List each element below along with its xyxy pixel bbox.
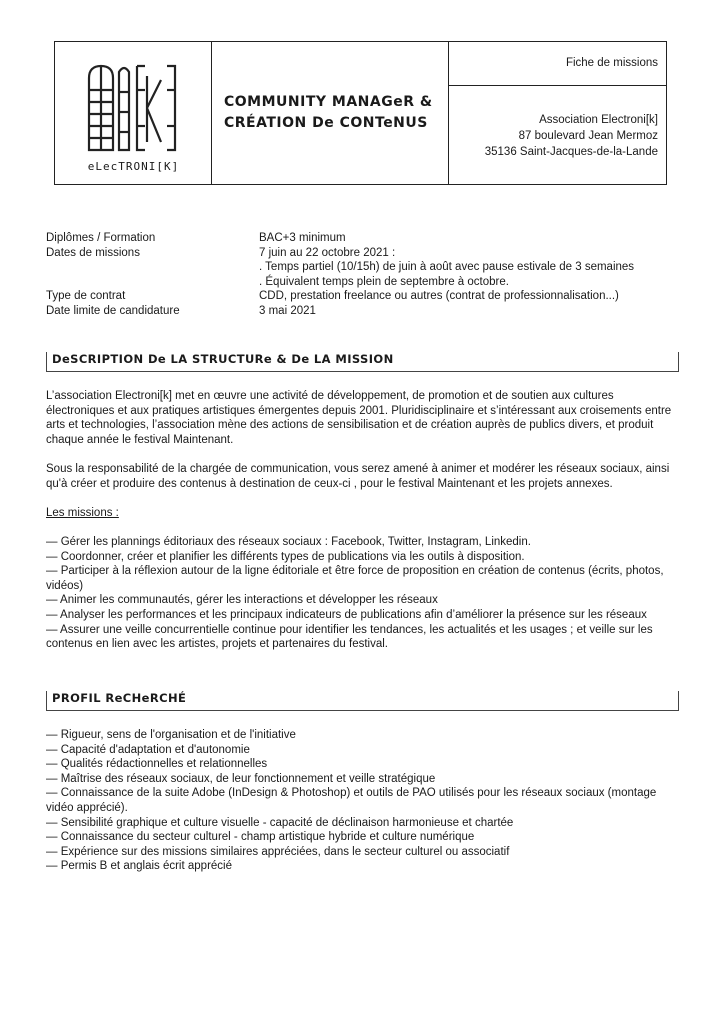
info-label: Diplômes / Formation: [46, 232, 156, 244]
header-box: [54, 41, 667, 185]
section-heading-profil: [46, 691, 679, 711]
info-value: 7 juin au 22 octobre 2021 :: [259, 246, 396, 259]
responsibility-paragraph: [46, 462, 678, 491]
doc-type-cell: [449, 42, 666, 86]
info-label: Type de contrat: [46, 290, 126, 303]
list-item: — Assurer une veille concurrentielle continue pour identifier les tendances, les actualités et les usages ; et veille sur les contenus en lien avec les artistes, projets et partenaires du festival.: [46, 623, 653, 651]
address-cell: [449, 86, 666, 184]
list-item: — Expérience sur des missions similaires appréciées, dans le secteur culturel ou associatif: [46, 845, 510, 858]
list-item: — Connaissance du secteur culturel - champ artistique hybride et culture numérique: [46, 831, 475, 844]
logo-text: eLecTRONI[K]: [87, 160, 180, 173]
list-item: — Qualités rédactionnelles et relationnelles: [46, 758, 268, 771]
logo: [55, 42, 212, 184]
section-heading-text: PROFIL ReCHeRCHÉ: [52, 691, 187, 705]
info-value: . Équivalent temps plein de septembre à octobre.: [259, 275, 509, 288]
address: [485, 112, 658, 160]
address-line: Association Electroni[k]: [539, 114, 658, 126]
missions-title-text: Les missions :: [46, 507, 119, 519]
profile-list: [46, 728, 678, 874]
address-line: 87 boulevard Jean Mermoz: [518, 130, 658, 142]
info-label: Date limite de candidature: [46, 304, 180, 317]
list-item: — Connaissance de la suite Adobe (InDesign & Photoshop) et outils de PAO utilisés pour les réseaux sociaux (montage vidéo apprécié).: [46, 787, 657, 814]
info-value: CDD, prestation freelance ou autres (contrat de professionnalisation...): [259, 290, 619, 303]
doc-type: Fiche de missions: [565, 57, 658, 69]
address-line: 35136 Saint-Jacques-de-la-Lande: [484, 146, 658, 158]
list-item: — Gérer les plannings éditoriaux des réseaux sociaux : Facebook, Twitter, Instagram, Linkedin.: [46, 536, 531, 548]
missions-title: [46, 506, 678, 521]
list-item: — Rigueur, sens de l'organisation et de l'initiative: [46, 729, 296, 741]
info-value: BAC+3 minimum: [259, 232, 346, 244]
title-cell: [212, 42, 449, 184]
electronik-logo-icon: [85, 62, 181, 156]
info-label: Dates de missions: [46, 246, 140, 259]
list-item: — Maîtrise des réseaux sociaux, de leur fonctionnement et veille stratégique: [46, 772, 436, 785]
description-paragraph: [46, 389, 678, 447]
list-item: — Permis B et anglais écrit apprécié: [46, 860, 232, 873]
title-line-2: CRÉATION De CONTeNUS: [224, 115, 428, 131]
paragraph: L’association Electroni[k] met en œuvre une activité de développement, de promotion et de soutien aux cultures électroniques et aux pratiques artistiques émergentes depuis 2001. Pluridisciplinaire et s’intéressant aux croisements entre arts et technologies, l’association mène des actions de sensibilisation et de création auprès de publics divers, et produit chaque année le festival Maintenant.: [46, 390, 672, 446]
list-item: — Analyser les performances et les principaux indicateurs de publications afin d’améliorer la présence sur les réseaux: [46, 608, 647, 621]
list-item: — Capacité d'adaptation et d'autonomie: [46, 743, 250, 756]
missions-list: [46, 535, 678, 652]
list-item: — Participer à la réflexion autour de la ligne éditoriale et être force de proposition en création de contenus (écrits, photos, vidéos): [46, 565, 664, 592]
section-heading-description: [46, 352, 679, 372]
title-line-1: COMMUNITY MANAGeR &: [224, 94, 433, 110]
info-value: 3 mai 2021: [259, 304, 316, 317]
document-title: [224, 92, 444, 134]
section-heading-text: DeSCRIPTION De LA STRUCTURe & De LA MISSION: [52, 352, 394, 366]
list-item: — Sensibilité graphique et culture visuelle - capacité de déclinaison harmonieuse et chartée: [46, 816, 514, 829]
info-value: . Temps partiel (10/15h) de juin à août avec pause estivale de 3 semaines: [259, 261, 635, 274]
list-item: — Animer les communautés, gérer les interactions et développer les réseaux: [46, 594, 438, 607]
list-item: — Coordonner, créer et planifier les différents types de publications via les outils à disposition.: [46, 550, 525, 563]
paragraph: Sous la responsabilité de la chargée de communication, vous serez amené à animer et modérer les réseaux sociaux, ainsi qu'à créer et produire des contenus à destination de ceux-ci , pour le festival Maintenant et les projets annexes.: [46, 463, 670, 490]
